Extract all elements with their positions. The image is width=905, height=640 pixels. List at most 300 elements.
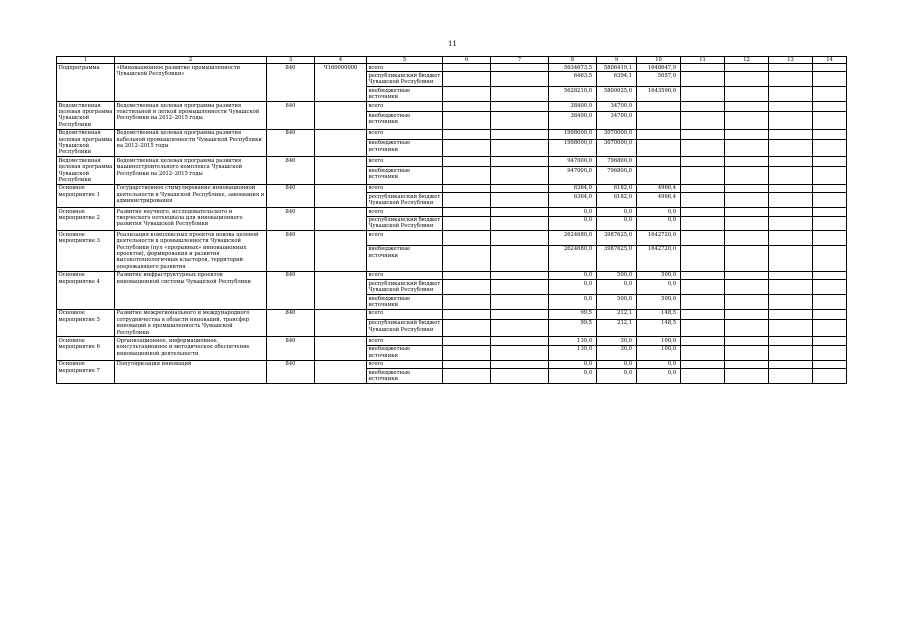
value-cell-10: 1643590,0 xyxy=(637,87,681,102)
empty-cell-7 xyxy=(491,139,549,157)
page-number: 11 xyxy=(448,40,457,48)
value-cell-8: 130,0 xyxy=(549,345,597,360)
table-row xyxy=(57,231,847,246)
value-cell-8: 99,5 xyxy=(549,309,597,319)
value-cell-8: 2624680,0 xyxy=(549,245,597,271)
table-row xyxy=(57,309,847,319)
funding-source-cell: внебюджетные источники xyxy=(367,369,443,384)
empty-cell-11 xyxy=(681,345,725,360)
value-cell-10: 148,5 xyxy=(637,309,681,319)
empty-cell-7 xyxy=(491,112,549,130)
empty-cell-11 xyxy=(681,157,725,167)
funding-source-cell: всего xyxy=(367,102,443,112)
value-cell-10: 0,0 xyxy=(637,360,681,368)
value-cell-9: 212,1 xyxy=(597,309,637,319)
ministry-code-cell: 840 xyxy=(267,309,315,337)
program-code-cell xyxy=(315,309,367,337)
empty-cell-13 xyxy=(769,157,813,167)
value-cell-10: 1648647,9 xyxy=(637,64,681,72)
funding-source-cell: всего xyxy=(367,231,443,246)
empty-cell-12 xyxy=(725,216,769,231)
empty-cell-13 xyxy=(769,369,813,384)
name-cell: Развитие межрегионального и международного сотрудничества в области инноваций, трансфер инноваций в промышленность Чувашской Республики xyxy=(115,309,267,337)
empty-cell-11 xyxy=(681,231,725,246)
column-number: 6 xyxy=(443,57,491,64)
value-cell-10: 1642720,0 xyxy=(637,231,681,246)
value-cell-10 xyxy=(637,157,681,167)
empty-cell-13 xyxy=(769,245,813,271)
value-cell-8: 38400,0 xyxy=(549,112,597,130)
empty-cell-14 xyxy=(813,369,847,384)
empty-cell-12 xyxy=(725,245,769,271)
empty-cell-6 xyxy=(443,139,491,157)
value-cell-9: 3070000,0 xyxy=(597,139,637,157)
empty-cell-12 xyxy=(725,208,769,216)
empty-cell-12 xyxy=(725,360,769,368)
ministry-code-cell: 840 xyxy=(267,64,315,102)
empty-cell-12 xyxy=(725,309,769,319)
ministry-code-cell: 840 xyxy=(267,157,315,185)
empty-cell-6 xyxy=(443,245,491,271)
value-cell-9: 6182,0 xyxy=(597,193,637,208)
column-number: 2 xyxy=(115,57,267,64)
empty-cell-14 xyxy=(813,271,847,279)
empty-cell-13 xyxy=(769,129,813,139)
value-cell-9: 30,0 xyxy=(597,345,637,360)
funding-source-cell: внебюджетные источники xyxy=(367,167,443,185)
funding-source-cell: внебюджетные источники xyxy=(367,295,443,310)
status-cell: Основное мероприятие 1 xyxy=(57,184,115,207)
value-cell-8: 38400,0 xyxy=(549,102,597,112)
ministry-code-cell: 840 xyxy=(267,184,315,207)
program-code-cell xyxy=(315,271,367,309)
value-cell-9: 34700,0 xyxy=(597,112,637,130)
funding-source-cell: внебюджетные источники xyxy=(367,139,443,157)
value-cell-9: 34700,0 xyxy=(597,102,637,112)
table-row xyxy=(57,337,847,345)
empty-cell-13 xyxy=(769,184,813,192)
empty-cell-11 xyxy=(681,87,725,102)
empty-cell-13 xyxy=(769,208,813,216)
table-row xyxy=(57,64,847,72)
column-number: 1 xyxy=(57,57,115,64)
funding-source-cell: республиканский бюджет Чувашской Республики xyxy=(367,72,443,87)
ministry-code-cell: 840 xyxy=(267,129,315,157)
table-row xyxy=(57,184,847,192)
budget-table xyxy=(56,56,847,384)
empty-cell-12 xyxy=(725,157,769,167)
funding-source-cell: всего xyxy=(367,129,443,139)
empty-cell-6 xyxy=(443,345,491,360)
empty-cell-7 xyxy=(491,345,549,360)
value-cell-8: 947000,0 xyxy=(549,157,597,167)
empty-cell-14 xyxy=(813,139,847,157)
value-cell-9: 5800025,0 xyxy=(597,87,637,102)
empty-cell-13 xyxy=(769,216,813,231)
name-cell: Ведомственная целевая программа развития кабельной промышленности Чувашской Республики на 2012–2015 годы xyxy=(115,129,267,157)
column-number: 3 xyxy=(267,57,315,64)
empty-cell-14 xyxy=(813,309,847,319)
empty-cell-6 xyxy=(443,309,491,319)
value-cell-10: 5057,0 xyxy=(637,72,681,87)
value-cell-10: 0,0 xyxy=(637,369,681,384)
column-number: 5 xyxy=(367,57,443,64)
empty-cell-12 xyxy=(725,231,769,246)
empty-cell-11 xyxy=(681,112,725,130)
empty-cell-14 xyxy=(813,295,847,310)
empty-cell-12 xyxy=(725,280,769,295)
program-code-cell xyxy=(315,360,367,383)
value-cell-8: 6364,0 xyxy=(549,184,597,192)
value-cell-10 xyxy=(637,139,681,157)
empty-cell-6 xyxy=(443,72,491,87)
empty-cell-7 xyxy=(491,245,549,271)
table-row xyxy=(57,102,847,112)
empty-cell-14 xyxy=(813,360,847,368)
value-cell-9: 30,0 xyxy=(597,337,637,345)
empty-cell-11 xyxy=(681,295,725,310)
empty-cell-13 xyxy=(769,271,813,279)
value-cell-8: 1998000,0 xyxy=(549,129,597,139)
ministry-code-cell: 840 xyxy=(267,360,315,383)
empty-cell-6 xyxy=(443,360,491,368)
value-cell-9: 5806419,1 xyxy=(597,64,637,72)
empty-cell-7 xyxy=(491,72,549,87)
value-cell-8: 947000,0 xyxy=(549,167,597,185)
program-code-cell xyxy=(315,208,367,231)
empty-cell-7 xyxy=(491,295,549,310)
empty-cell-6 xyxy=(443,193,491,208)
empty-cell-11 xyxy=(681,167,725,185)
status-cell: Основное мероприятие 6 xyxy=(57,337,115,360)
name-cell: Организационное, информационное, консультационное и методическое обеспечение инновационной деятельности xyxy=(115,337,267,360)
value-cell-8: 6364,0 xyxy=(549,193,597,208)
column-number: 12 xyxy=(725,57,769,64)
empty-cell-14 xyxy=(813,231,847,246)
empty-cell-7 xyxy=(491,102,549,112)
empty-cell-12 xyxy=(725,184,769,192)
empty-cell-13 xyxy=(769,112,813,130)
status-cell: Основное мероприятие 2 xyxy=(57,208,115,231)
value-cell-9: 0,0 xyxy=(597,369,637,384)
empty-cell-11 xyxy=(681,271,725,279)
funding-source-cell: всего xyxy=(367,184,443,192)
table-row xyxy=(57,129,847,139)
empty-cell-14 xyxy=(813,319,847,337)
empty-cell-13 xyxy=(769,360,813,368)
value-cell-8: 6463,5 xyxy=(549,72,597,87)
status-cell: Ведомственная целевая программа Чувашской Республики xyxy=(57,102,115,130)
value-cell-10 xyxy=(637,129,681,139)
ministry-code-cell: 840 xyxy=(267,271,315,309)
empty-cell-7 xyxy=(491,87,549,102)
empty-cell-7 xyxy=(491,231,549,246)
empty-cell-12 xyxy=(725,129,769,139)
column-number: 4 xyxy=(315,57,367,64)
empty-cell-11 xyxy=(681,337,725,345)
empty-cell-12 xyxy=(725,271,769,279)
empty-cell-14 xyxy=(813,157,847,167)
empty-cell-6 xyxy=(443,184,491,192)
empty-cell-11 xyxy=(681,319,725,337)
value-cell-9: 6394,1 xyxy=(597,72,637,87)
empty-cell-6 xyxy=(443,231,491,246)
empty-cell-14 xyxy=(813,87,847,102)
empty-cell-6 xyxy=(443,64,491,72)
empty-cell-7 xyxy=(491,184,549,192)
empty-cell-7 xyxy=(491,360,549,368)
empty-cell-14 xyxy=(813,216,847,231)
empty-cell-13 xyxy=(769,309,813,319)
empty-cell-14 xyxy=(813,167,847,185)
value-cell-10: 0,0 xyxy=(637,208,681,216)
column-number: 9 xyxy=(597,57,637,64)
funding-source-cell: всего xyxy=(367,337,443,345)
name-cell: Реализация комплексных проектов новова целевой деятельности в промышленности Чувашской Республики (пул «прорывных» инновационных проектов), формирования и развития высокотехнологичных кластеров, территорий опережающего развития xyxy=(115,231,267,271)
empty-cell-7 xyxy=(491,167,549,185)
program-code-cell xyxy=(315,231,367,271)
empty-cell-11 xyxy=(681,72,725,87)
ministry-code-cell: 840 xyxy=(267,231,315,271)
empty-cell-14 xyxy=(813,72,847,87)
funding-source-cell: всего xyxy=(367,309,443,319)
value-cell-10: 500,0 xyxy=(637,271,681,279)
empty-cell-12 xyxy=(725,345,769,360)
value-cell-9: 796800,0 xyxy=(597,167,637,185)
empty-cell-11 xyxy=(681,369,725,384)
empty-cell-6 xyxy=(443,319,491,337)
funding-source-cell: всего xyxy=(367,64,443,72)
column-number: 10 xyxy=(637,57,681,64)
status-cell: Основное мероприятие 7 xyxy=(57,360,115,383)
empty-cell-6 xyxy=(443,280,491,295)
empty-cell-12 xyxy=(725,64,769,72)
empty-cell-6 xyxy=(443,87,491,102)
value-cell-10: 100,0 xyxy=(637,345,681,360)
table-body xyxy=(57,57,847,384)
name-cell: «Инновационное развитие промышленности Чувашской Республики» xyxy=(115,64,267,102)
name-cell: Популяризация инноваций xyxy=(115,360,267,383)
empty-cell-7 xyxy=(491,157,549,167)
value-cell-10: 100,0 xyxy=(637,337,681,345)
empty-cell-13 xyxy=(769,72,813,87)
value-cell-10: 148,5 xyxy=(637,319,681,337)
empty-cell-6 xyxy=(443,157,491,167)
empty-cell-14 xyxy=(813,112,847,130)
table-row xyxy=(57,208,847,216)
empty-cell-13 xyxy=(769,280,813,295)
empty-cell-7 xyxy=(491,208,549,216)
program-code-cell xyxy=(315,337,367,360)
name-cell: Развитие инфраструктурных проектов инновационной системы Чувашской Республики xyxy=(115,271,267,309)
empty-cell-6 xyxy=(443,112,491,130)
funding-source-cell: республиканский бюджет Чувашской Республики xyxy=(367,319,443,337)
value-cell-9: 796800,0 xyxy=(597,157,637,167)
empty-cell-14 xyxy=(813,193,847,208)
empty-cell-11 xyxy=(681,208,725,216)
empty-cell-7 xyxy=(491,129,549,139)
empty-cell-12 xyxy=(725,369,769,384)
funding-source-cell: всего xyxy=(367,271,443,279)
column-number: 7 xyxy=(491,57,549,64)
empty-cell-11 xyxy=(681,102,725,112)
column-number: 13 xyxy=(769,57,813,64)
value-cell-8: 0,0 xyxy=(549,271,597,279)
ministry-code-cell: 840 xyxy=(267,102,315,130)
ministry-code-cell: 840 xyxy=(267,337,315,360)
value-cell-8: 2624680,0 xyxy=(549,231,597,246)
empty-cell-11 xyxy=(681,360,725,368)
empty-cell-11 xyxy=(681,129,725,139)
value-cell-8: 5634673,5 xyxy=(549,64,597,72)
value-cell-10 xyxy=(637,112,681,130)
empty-cell-14 xyxy=(813,345,847,360)
table-row xyxy=(57,360,847,368)
empty-cell-6 xyxy=(443,337,491,345)
name-cell: Развитие научного, исследовательского и творческого потенциала для инновационного развития Чувашской Республики xyxy=(115,208,267,231)
status-cell: Ведомственная целевая программа Чувашской Республики xyxy=(57,129,115,157)
empty-cell-12 xyxy=(725,319,769,337)
empty-cell-7 xyxy=(491,271,549,279)
empty-cell-13 xyxy=(769,319,813,337)
column-number-row xyxy=(57,57,847,64)
value-cell-10: 0,0 xyxy=(637,280,681,295)
value-cell-8: 0,0 xyxy=(549,369,597,384)
empty-cell-6 xyxy=(443,102,491,112)
empty-cell-12 xyxy=(725,112,769,130)
empty-cell-12 xyxy=(725,87,769,102)
value-cell-9: 6182,0 xyxy=(597,184,637,192)
empty-cell-13 xyxy=(769,231,813,246)
empty-cell-13 xyxy=(769,102,813,112)
column-number: 11 xyxy=(681,57,725,64)
empty-cell-11 xyxy=(681,64,725,72)
funding-source-cell: внебюджетные источники xyxy=(367,112,443,130)
value-cell-9: 3987625,0 xyxy=(597,245,637,271)
empty-cell-7 xyxy=(491,369,549,384)
value-cell-9: 0,0 xyxy=(597,360,637,368)
value-cell-10 xyxy=(637,167,681,185)
column-number: 8 xyxy=(549,57,597,64)
funding-source-cell: внебюджетные источники xyxy=(367,345,443,360)
empty-cell-12 xyxy=(725,139,769,157)
empty-cell-12 xyxy=(725,72,769,87)
empty-cell-13 xyxy=(769,337,813,345)
value-cell-9: 212,1 xyxy=(597,319,637,337)
empty-cell-11 xyxy=(681,139,725,157)
value-cell-9: 3070000,0 xyxy=(597,129,637,139)
column-number: 14 xyxy=(813,57,847,64)
value-cell-9: 0,0 xyxy=(597,216,637,231)
value-cell-8: 0,0 xyxy=(549,208,597,216)
empty-cell-7 xyxy=(491,64,549,72)
empty-cell-6 xyxy=(443,167,491,185)
empty-cell-7 xyxy=(491,337,549,345)
name-cell: Государственное стимулирование инновационной деятельности в Чувашской Республике, завоевания и администрирования xyxy=(115,184,267,207)
funding-source-cell: республиканский бюджет Чувашской Республики xyxy=(367,193,443,208)
funding-source-cell: республиканский бюджет Чувашской Республики xyxy=(367,280,443,295)
empty-cell-11 xyxy=(681,184,725,192)
empty-cell-13 xyxy=(769,87,813,102)
program-code-cell: Ч160000000 xyxy=(315,64,367,102)
empty-cell-13 xyxy=(769,167,813,185)
empty-cell-6 xyxy=(443,369,491,384)
funding-source-cell: всего xyxy=(367,208,443,216)
ministry-code-cell: 840 xyxy=(267,208,315,231)
empty-cell-13 xyxy=(769,295,813,310)
value-cell-8: 0,0 xyxy=(549,295,597,310)
empty-cell-6 xyxy=(443,208,491,216)
empty-cell-13 xyxy=(769,345,813,360)
value-cell-10: 4966,4 xyxy=(637,184,681,192)
empty-cell-14 xyxy=(813,102,847,112)
empty-cell-14 xyxy=(813,337,847,345)
value-cell-9: 500,0 xyxy=(597,295,637,310)
value-cell-8: 0,0 xyxy=(549,216,597,231)
value-cell-9: 0,0 xyxy=(597,280,637,295)
empty-cell-14 xyxy=(813,280,847,295)
value-cell-10: 4966,4 xyxy=(637,193,681,208)
empty-cell-11 xyxy=(681,216,725,231)
value-cell-9: 3987625,0 xyxy=(597,231,637,246)
value-cell-8: 0,0 xyxy=(549,280,597,295)
empty-cell-6 xyxy=(443,271,491,279)
value-cell-9: 0,0 xyxy=(597,208,637,216)
status-cell: Ведомственная целевая программа Чувашской Республики xyxy=(57,157,115,185)
value-cell-10: 0,0 xyxy=(637,216,681,231)
empty-cell-7 xyxy=(491,319,549,337)
empty-cell-7 xyxy=(491,193,549,208)
name-cell: Ведомственная целевая программа развития текстильной и легкой промышленности Чувашской Республики на 2012–2015 годы xyxy=(115,102,267,130)
table-row xyxy=(57,157,847,167)
empty-cell-12 xyxy=(725,167,769,185)
funding-source-cell: всего xyxy=(367,157,443,167)
empty-cell-12 xyxy=(725,295,769,310)
empty-cell-14 xyxy=(813,208,847,216)
program-code-cell xyxy=(315,157,367,185)
status-cell: Подпрограмма xyxy=(57,64,115,102)
empty-cell-12 xyxy=(725,102,769,112)
empty-cell-6 xyxy=(443,216,491,231)
empty-cell-13 xyxy=(769,64,813,72)
empty-cell-7 xyxy=(491,216,549,231)
empty-cell-12 xyxy=(725,193,769,208)
value-cell-8: 99,5 xyxy=(549,319,597,337)
empty-cell-7 xyxy=(491,280,549,295)
program-code-cell xyxy=(315,129,367,157)
empty-cell-11 xyxy=(681,280,725,295)
funding-source-cell: внебюджетные источники xyxy=(367,87,443,102)
funding-source-cell: всего xyxy=(367,360,443,368)
status-cell: Основное мероприятие 5 xyxy=(57,309,115,337)
value-cell-8: 0,0 xyxy=(549,360,597,368)
empty-cell-11 xyxy=(681,245,725,271)
funding-source-cell: внебюджетные источники xyxy=(367,245,443,271)
empty-cell-14 xyxy=(813,184,847,192)
table-row xyxy=(57,271,847,279)
empty-cell-6 xyxy=(443,129,491,139)
program-code-cell xyxy=(315,184,367,207)
empty-cell-14 xyxy=(813,245,847,271)
empty-cell-6 xyxy=(443,295,491,310)
empty-cell-12 xyxy=(725,337,769,345)
empty-cell-14 xyxy=(813,129,847,139)
funding-source-cell: республиканский бюджет Чувашской Республики xyxy=(367,216,443,231)
status-cell: Основное мероприятие 3 xyxy=(57,231,115,271)
name-cell: Ведомственная целевая программа развития машиностроительного комплекса Чувашской Республики на 2012–2015 годы xyxy=(115,157,267,185)
value-cell-9: 500,0 xyxy=(597,271,637,279)
program-code-cell xyxy=(315,102,367,130)
